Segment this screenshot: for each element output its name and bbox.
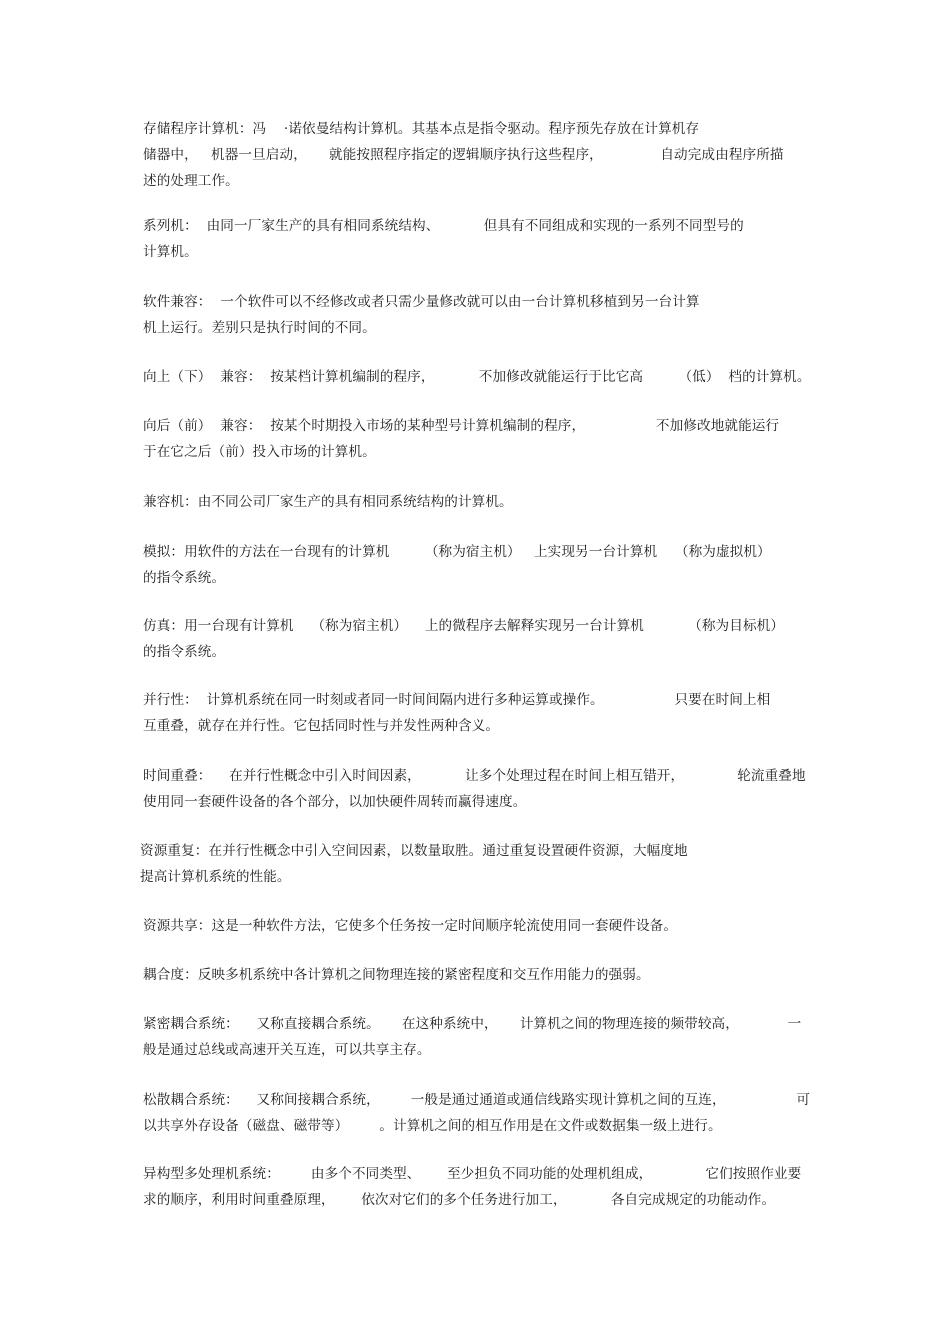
text-line: 模拟：用软件的方法在一台现有的计算机 （称为宿主机） 上实现另一台计算机 （称为虚拟机）	[143, 544, 771, 560]
text-line: 时间重叠： 在并行性概念中引入时间因素， 让多个处理过程在时间上相互错开， 轮流重叠地	[143, 768, 806, 784]
paragraph-coupling-degree	[143, 962, 813, 988]
paragraph-backward-compatibility	[143, 413, 813, 465]
text-line: 储器中， 机器一旦启动， 就能按照程序指定的逻辑顺序执行这些程序， 自动完成由程序所描	[143, 147, 784, 163]
paragraph-compatible-machine	[143, 489, 813, 515]
text-line: 软件兼容： 一个软件可以不经修改或者只需少量修改就可以由一台计算机移植到另一台计算	[143, 294, 700, 310]
text-line: 向上（下） 兼容： 按某档计算机编制的程序， 不加修改就能运行于比它高 （低） 档的计算机。	[143, 369, 811, 385]
text-line: 紧密耦合系统： 又称直接耦合系统。 在这种系统中， 计算机之间的物理连接的频带较高， 一	[143, 1016, 802, 1032]
text-line: 般是通过总线或高速开关互连，可以共享主存。	[143, 1042, 431, 1058]
paragraph-time-overlap	[143, 763, 813, 815]
text-line: 机上运行。差别只是执行时间的不同。	[143, 320, 376, 336]
text-line: 的指令系统。	[143, 570, 226, 586]
text-line: 松散耦合系统： 又称间接耦合系统， 一般是通过通道或通信线路实现计算机之间的互连， 可	[143, 1092, 811, 1108]
paragraph-parallelism	[143, 687, 813, 739]
text-line: 向后（前） 兼容： 按某个时期投入市场的某种型号计算机编制的程序， 不加修改地就能运行	[143, 418, 780, 434]
text-line: 存储程序计算机：冯 ·诺依曼结构计算机。其基本点是指令驱动。程序预先存放在计算机存	[143, 121, 700, 137]
paragraph-tightly-coupled-system	[143, 1011, 813, 1063]
paragraph-loosely-coupled-system	[143, 1087, 813, 1139]
text-line: 耦合度：反映多机系统中各计算机之间物理连接的紧密程度和交互作用能力的强弱。	[143, 967, 650, 983]
paragraph-heterogeneous-multiprocessor	[143, 1161, 813, 1213]
text-line: 互重叠，就存在并行性。它包括同时性与并发性两种含义。	[143, 718, 500, 734]
text-line: 的指令系统。	[143, 644, 226, 660]
paragraph-software-compatibility	[143, 289, 813, 341]
paragraph-emulation	[143, 539, 813, 591]
text-line: 述的处理工作。	[143, 173, 239, 189]
paragraph-resource-repetition	[140, 838, 810, 890]
text-line: 兼容机：由不同公司厂家生产的具有相同系统结构的计算机。	[143, 494, 513, 510]
paragraph-resource-sharing	[143, 913, 813, 939]
text-line: 于在它之后（前）投入市场的计算机。	[143, 444, 376, 460]
text-line: 资源重复：在并行性概念中引入空间因素，以数量取胜。通过重复设置硬件资源，大幅度地	[140, 843, 688, 859]
paragraph-upward-compatibility	[143, 364, 813, 390]
text-line: 提高计算机系统的性能。	[140, 869, 291, 885]
text-line: 异构型多处理机系统： 由多个不同类型、 至少担负不同功能的处理机组成， 它们按照作业要	[143, 1166, 802, 1182]
paragraph-stored-program-computer	[143, 116, 813, 194]
text-line: 计算机。	[143, 244, 198, 260]
text-line: 资源共享：这是一种软件方法，它使多个任务按一定时间顺序轮流使用同一套硬件设备。	[143, 918, 678, 934]
text-line: 仿真：用一台现有计算机 （称为宿主机） 上的微程序去解释实现另一台计算机 （称为目标机）	[143, 618, 785, 634]
text-line: 使用同一套硬件设备的各个部分，以加快硬件周转而赢得速度。	[143, 794, 527, 810]
paragraph-series-machine	[143, 213, 813, 265]
text-line: 并行性： 计算机系统在同一时刻或者同一时间间隔内进行多种运算或操作。 只要在时间上相	[143, 692, 771, 708]
text-line: 求的顺序，利用时间重叠原理， 依次对它们的多个任务进行加工， 各自完成规定的功能动作。	[143, 1192, 776, 1208]
paragraph-simulation	[143, 613, 813, 665]
text-line: 以共享外存设备（磁盘、磁带等） 。计算机之间的相互作用是在文件或数据集一级上进行。	[143, 1118, 722, 1134]
text-line: 系列机： 由同一厂家生产的具有相同系统结构、 但具有不同组成和实现的一系列不同型号的	[143, 218, 744, 234]
